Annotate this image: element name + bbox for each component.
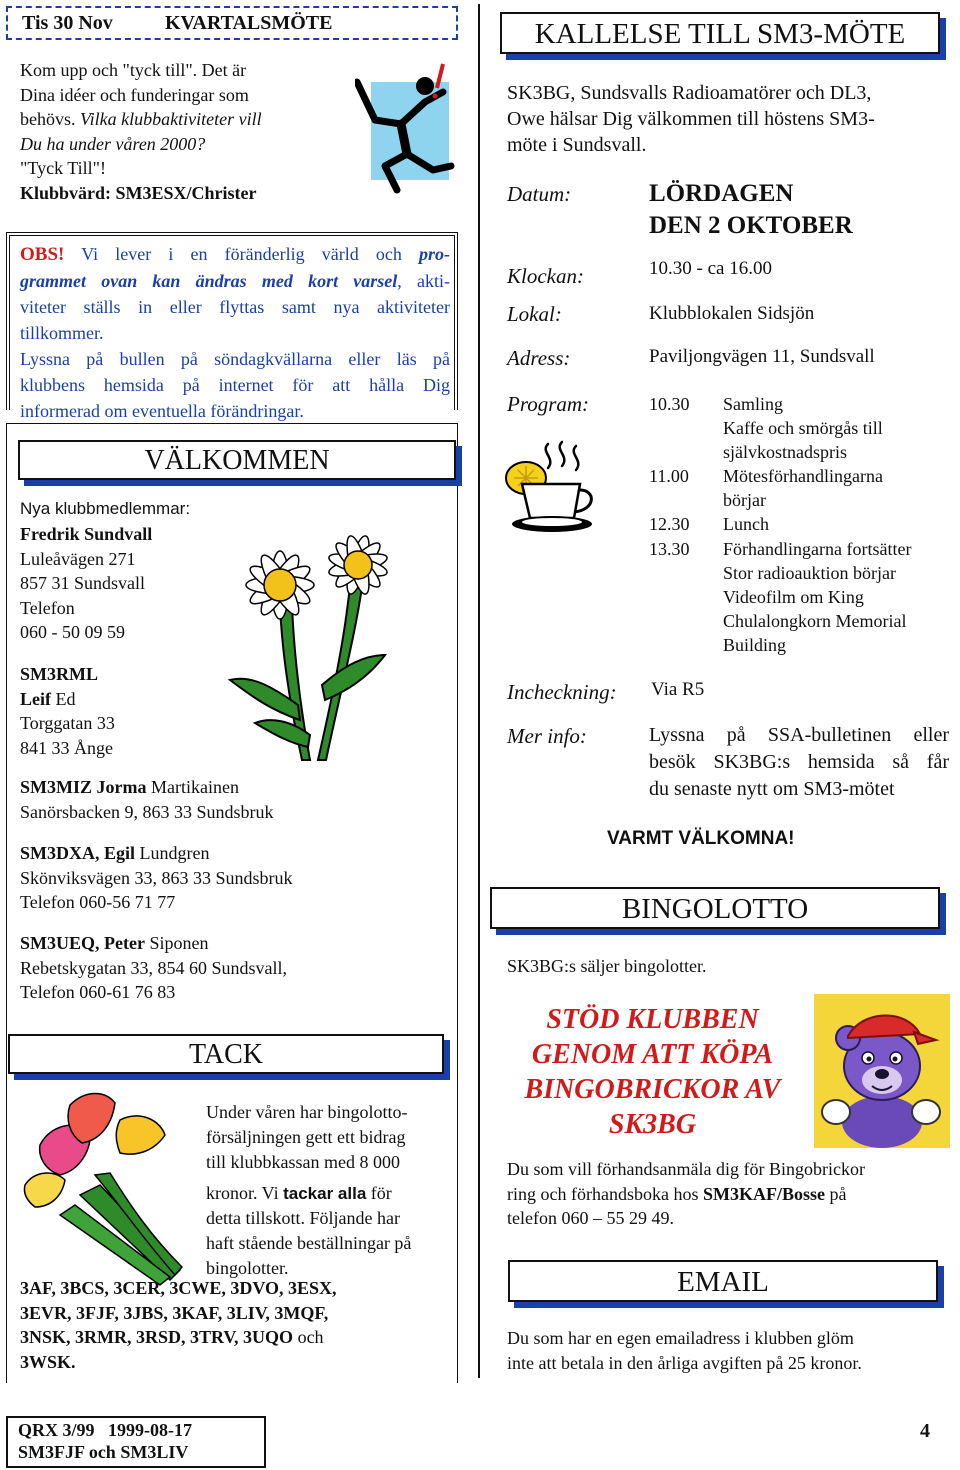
thanks-calls-2: 3EVR, 3FJF, 3JBS, 3KAF, 3LIV, 3MQF, <box>20 1302 329 1323</box>
meeting-intro-1: SK3BG, Sundsvalls Radioamatörer och DL3, <box>507 82 872 104</box>
member-5-line-1: Rebetskygatan 33, 854 60 Sundsvall, <box>20 957 287 978</box>
notice-line-1: Vi lever i en föränderlig värld och <box>81 244 402 264</box>
bingo-sells: SK3BG:s säljer bingolotter. <box>507 956 707 976</box>
thanks-calls-3b: och <box>297 1327 324 1347</box>
datum-line-2: DEN 2 OKTOBER <box>649 212 853 239</box>
klockan-label: Klockan: <box>507 264 584 288</box>
meeting-title: KALLELSE TILL SM3-MÖTE <box>534 18 906 50</box>
program-time-4: 13.30 <box>649 539 690 559</box>
member-4-call: SM3DXA, <box>20 843 100 863</box>
thanks-calls <box>20 1276 337 1374</box>
program-text-1a: Samling <box>723 394 784 414</box>
incheck-value: Via R5 <box>651 679 705 700</box>
bingo-support-2: GENOM ATT KÖPA <box>531 1039 774 1070</box>
bingo-prebook-2 <box>507 1182 865 1207</box>
thanks-title: TACK <box>189 1039 263 1070</box>
quarterly-date: Tis 30 Nov <box>22 12 113 34</box>
program-text-4d: Chulalongkorn Memorial <box>723 611 907 631</box>
bingo-support-3: BINGOBRICKOR AV <box>524 1074 781 1105</box>
member-5-first: Peter <box>104 933 145 953</box>
notice-line-6: klubbens hemsida på internet för att hålla Dig <box>20 375 450 395</box>
member-5-call: SM3UEQ, <box>20 933 100 953</box>
welcome-intro: Nya klubbmedlemmar: <box>20 499 191 518</box>
datum-label: Datum: <box>507 182 572 206</box>
thanks-calls-3a: 3NSK, 3RMR, 3RSD, 3TRV, 3UQO <box>20 1327 294 1347</box>
notice-text <box>20 241 450 424</box>
program-text-1b: Kaffe och smörgås till <box>723 418 883 438</box>
program-text-1c: självkostnadspris <box>723 442 847 462</box>
program-label: Program: <box>507 392 590 416</box>
member-2-first: Leif <box>20 688 51 709</box>
meeting-banner <box>500 12 940 54</box>
info-line-3: du senaste nytt om SM3-mötet <box>649 778 895 800</box>
datum-value <box>649 178 853 242</box>
program-text-2a: Mötesförhandlingarna <box>723 466 883 486</box>
member-3 <box>20 775 273 824</box>
email-banner <box>508 1260 938 1302</box>
program-text-2b: börjar <box>723 490 766 510</box>
info-value <box>649 722 949 803</box>
notice-line-4: tillkommer. <box>20 323 104 343</box>
thanks-calls-1: 3AF, 3BCS, 3CER, 3CWE, 3DVO, 3ESX, <box>20 1278 337 1298</box>
obs-label: OBS! <box>20 244 65 265</box>
datum-line-1: LÖRDAGEN <box>649 180 794 207</box>
email-title: EMAIL <box>677 1266 769 1298</box>
info-label: Mer info: <box>507 724 587 748</box>
notice-line-7: informerad om eventuella förändringar. <box>20 401 304 421</box>
program-text-3a: Lunch <box>723 514 769 534</box>
member-1 <box>20 522 152 645</box>
footer-issue <box>18 1420 192 1441</box>
notice-line-2-em: grammet ovan kan ändras med kort varsel <box>20 271 398 291</box>
incheck-label: Incheckning: <box>507 680 617 704</box>
quarterly-line-1: Kom upp och "tyck till". Det är <box>20 60 247 80</box>
member-1-line-1: Luleåvägen 271 <box>20 548 136 569</box>
bingo-prebook-3: telefon 060 – 55 29 49. <box>507 1208 674 1228</box>
thanks-line-4 <box>206 1181 456 1206</box>
member-5-line-2: Telefon 060-61 76 83 <box>20 982 176 1002</box>
daisy-flowers-icon <box>210 505 410 765</box>
member-4-line-1: Skönviksvägen 33, 863 33 Sundsbruk <box>20 867 293 888</box>
bingo-prebook-2b: SM3KAF/Bosse <box>702 1183 825 1204</box>
quarterly-line-4: Du ha under våren 2000? <box>20 133 206 154</box>
quarterly-heading: KVARTALSMÖTE <box>165 12 333 34</box>
lokal-value: Klubblokalen Sidsjön <box>649 303 815 324</box>
adress-value: Paviljongvägen 11, Sundsvall <box>649 346 875 367</box>
program-time-1: 10.30 <box>649 394 690 414</box>
email-line-1: Du som har en egen emailadress i klubben glöm <box>507 1328 854 1348</box>
member-5-name <box>20 931 287 956</box>
member-2-line-2: 841 33 Ånge <box>20 737 113 758</box>
quarterly-line-5: "Tyck Till"! <box>20 158 106 178</box>
thanks-line-1: Under våren har bingolotto- <box>206 1102 408 1122</box>
notice-line-5: Lyssna på bullen på söndagkvällarna eller läs på <box>20 349 450 369</box>
thanks-text <box>206 1100 456 1281</box>
running-man-icon <box>355 62 460 197</box>
member-2-line-1: Torggatan 33 <box>20 713 115 733</box>
member-2-call: SM3RML <box>20 664 98 684</box>
footer-date: 1999-08-17 <box>108 1420 192 1440</box>
bingo-support-4: SK3BG <box>608 1109 697 1140</box>
footer-issue-num: QRX 3/99 <box>18 1420 95 1440</box>
coffee-cup-icon <box>500 438 600 538</box>
bingo-prebook <box>507 1157 865 1231</box>
meeting-welcome: VARMT VÄLKOMNA! <box>607 828 795 849</box>
program-text-4e: Building <box>723 635 787 655</box>
thanks-line-7: bingolotter. <box>206 1258 289 1278</box>
thanks-line-5: detta tillskott. Följande har <box>206 1208 400 1228</box>
member-3-first: Jorma <box>96 777 147 797</box>
bear-mascot-icon <box>814 994 950 1148</box>
member-1-name: Fredrik Sundvall <box>20 524 153 544</box>
klockan-value: 10.30 - ca 16.00 <box>649 258 772 279</box>
bingo-banner <box>490 887 940 929</box>
member-4-last: Lundgren <box>139 843 210 863</box>
thanks-line-4-c: för <box>370 1183 392 1203</box>
quarterly-host: Klubbvärd: SM3ESX/Christer <box>20 182 257 203</box>
member-3-last: Martikainen <box>150 777 239 797</box>
thanks-banner <box>8 1034 444 1074</box>
member-1-line-3: Telefon <box>20 597 75 618</box>
notice-pro: pro- <box>419 244 450 264</box>
program-time-3: 12.30 <box>649 514 690 534</box>
info-line-1: Lyssna på SSA-bulletinen eller <box>649 724 949 746</box>
thanks-calls-3 <box>20 1325 337 1350</box>
tulip-bouquet-icon <box>20 1085 190 1290</box>
member-4-line-2: Telefon 060-56 71 77 <box>20 892 176 912</box>
bingo-title: BINGOLOTTO <box>621 893 809 925</box>
thanks-calls-4: 3WSK. <box>20 1351 76 1372</box>
member-3-call: SM3MIZ <box>20 777 92 797</box>
bingo-prebook-2a: ring och förhandsboka hos <box>507 1183 699 1204</box>
footer-editors: SM3FJF och SM3LIV <box>18 1442 189 1462</box>
adress-label: Adress: <box>507 346 571 370</box>
quarterly-question: Vilka klubbaktiviteter vill <box>80 109 262 129</box>
thanks-line-2: försäljningen gett ett bidrag <box>206 1127 406 1147</box>
thanks-line-4-b: tackar alla <box>283 1184 367 1203</box>
member-4-first: Egil <box>104 843 136 863</box>
program-text-4a: Förhandlingarna fortsätter <box>723 539 912 559</box>
program-text-4c: Videofilm om King <box>723 587 864 607</box>
program-text-4b: Stor radioauktion börjar <box>723 563 896 583</box>
info-line-2: besök SK3BG:s hemsida så får <box>649 751 949 773</box>
quarterly-header <box>6 6 458 40</box>
bingo-support <box>500 1002 805 1142</box>
member-5-last: Siponen <box>149 933 209 953</box>
meeting-intro <box>507 80 947 158</box>
member-2-name <box>20 687 115 712</box>
bingo-prebook-2c: på <box>829 1183 847 1204</box>
notice-line-2-rest: , akti- <box>397 271 450 291</box>
email-text <box>507 1326 862 1375</box>
program-time-2: 11.00 <box>649 466 689 486</box>
welcome-banner <box>18 440 456 480</box>
column-divider <box>478 4 480 1378</box>
thanks-line-4-a: kronor. Vi <box>206 1183 279 1203</box>
quarterly-behovs: behövs. <box>20 109 76 129</box>
member-4 <box>20 841 293 915</box>
notice-line-3: viteter ställs in eller flyttas samt nya aktiviteter <box>20 297 450 317</box>
meeting-intro-2: Owe hälsar Dig välkommen till höstens SM3- <box>507 108 875 130</box>
meeting-intro-3: möte i Sundsvall. <box>507 134 647 156</box>
member-2-last: Ed <box>55 688 76 709</box>
quarterly-text <box>20 58 350 205</box>
thanks-line-3: till klubbkassan med 8 000 <box>206 1152 400 1172</box>
welcome-title: VÄLKOMMEN <box>144 445 330 476</box>
quarterly-line-3 <box>20 107 350 132</box>
quarterly-line-2: Dina idéer och funderingar som <box>20 84 249 105</box>
member-2 <box>20 662 115 760</box>
footer-box <box>6 1416 266 1468</box>
member-3-name <box>20 775 273 800</box>
lokal-label: Lokal: <box>507 302 562 326</box>
bingo-support-1: STÖD KLUBBEN <box>546 1004 759 1035</box>
page-number: 4 <box>920 1420 930 1442</box>
daisy-1 <box>246 534 389 619</box>
member-5 <box>20 931 287 1005</box>
bingo-prebook-1: Du som vill förhandsanmäla dig för Bingobrickor <box>507 1159 865 1179</box>
member-1-line-2: 857 31 Sundsvall <box>20 573 146 593</box>
member-4-name <box>20 841 293 866</box>
thanks-line-6: haft stående beställningar på <box>206 1233 412 1253</box>
member-3-line-1: Sanörsbacken 9, 863 33 Sundsbruk <box>20 801 274 822</box>
email-line-2: inte att betala in den årliga avgiften på 25 kronor. <box>507 1352 862 1373</box>
member-1-line-4: 060 - 50 09 59 <box>20 622 125 642</box>
